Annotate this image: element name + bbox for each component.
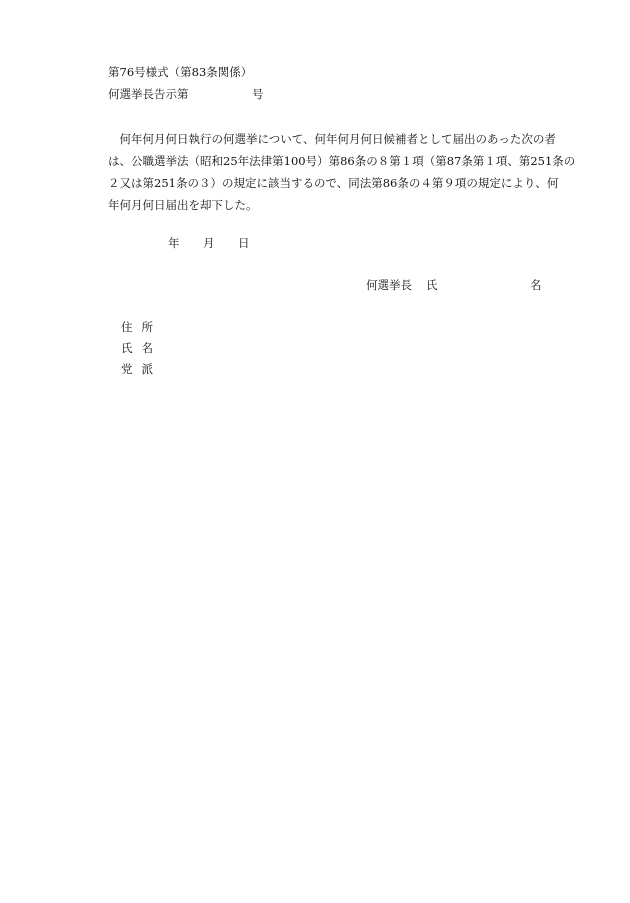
body-indent <box>108 132 120 146</box>
body-line-4: 年何月何日届出を却下した。 <box>108 198 258 212</box>
notice-prefix: 何選挙長告示第 <box>108 87 189 101</box>
date-line <box>0 235 630 251</box>
field-party: 党派 <box>121 362 162 376</box>
field-name: 氏名 <box>121 341 162 355</box>
signature-line <box>0 277 630 293</box>
body-line-2: は、公職選挙法（昭和25年法律第100号）第86条の８第１項（第87条第１項、第251条の <box>108 154 576 168</box>
notice-body <box>108 128 576 216</box>
signature-title: 何選挙長 <box>366 278 412 292</box>
date-month: 月 <box>203 236 215 250</box>
form-number: 第76号様式（第83条関係） <box>108 65 253 79</box>
notice-number-line <box>108 86 308 102</box>
date-year: 年 <box>168 236 180 250</box>
notice-suffix: 号 <box>252 87 264 101</box>
body-line-1: 何年何月何日執行の何選挙について、何年何月何日候補者として届出のあった次の者 <box>108 128 548 150</box>
date-day: 日 <box>238 236 250 250</box>
signature-given-name: 名 <box>530 278 542 292</box>
body-line-3: ２又は第251条の３）の規定に該当するので、同法第86条の４第９項の規定により、何 <box>108 176 559 190</box>
field-address: 住所 <box>121 320 162 334</box>
signature-surname: 氏 <box>426 278 438 292</box>
